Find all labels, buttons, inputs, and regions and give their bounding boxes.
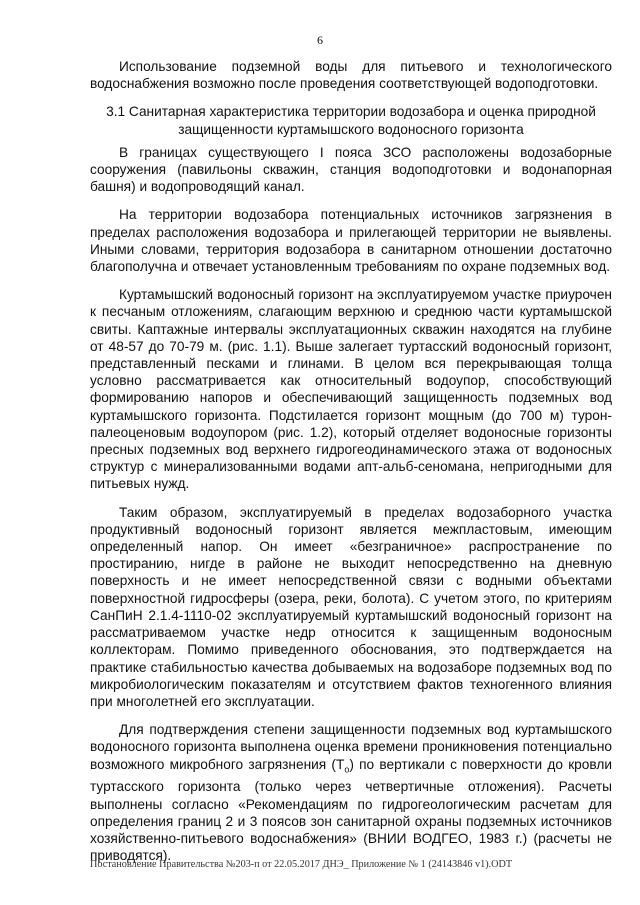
paragraph-aquifer-protection: Таким образом, эксплуатируемый в пределах водозаборного участка продуктивный водоносный горизонт является межпластовым, имеющим определенный напор. Он имеет «безграничное» распространение по простиранию, нигде в районе не выходит непосредственно на дневную поверхность и не имеет непосредственной связи с водными объектами поверхностной гидросферы (озера, реки, болота). С учетом этого, по критериям СанПиН 2.1.4-1110-02 эксплуатируемый куртамышский водоносный горизонт на рассматриваемом участке недр относится к защищенным водоносным коллекторам. Помимо приведенного обоснования, это подтверждается на практике стабильностью качества добываемых на водозаборе подземных вод по микробиологическим показателям и отсутствием фактов техногенного влияния при многолетней его эксплуатации. xyxy=(90,504,612,709)
assessment-text-start: Для подтверждения степени защищенности подземных вод куртамышского водоносного горизонта выполнена оценка времени проникновения потенциально возможного микробного загрязнения (Т xyxy=(90,722,612,772)
paragraph-aquifer-description: Куртамышский водоносный горизонт на эксплуатируемом участке приурочен к песчаным отложениям, слагающим верхнюю и среднюю части куртамышской свиты. Каптажные интервалы эксплуатационных скважин находятся на глубине от 48-57 до 70-79 м. (рис. 1.1). Выше залегает туртасский водоносный горизонт, представленный песками и глинами. В целом вся перекрывающая толща условно рассматривается как относительный водоупор, способствующий формированию напоров и обеспечивающий защищенность подземных вод куртамышского горизонта. Подстилается горизонт мощным (до 700 м) турон-палеоценовым водоупором (рис. 1.2), который отделяет водоносные горизонты пресных подземных вод верхнего гидрогеодинамического этажа от водоносных структур с минерализованными водами апт-альб-сеноманa, непригодными для питьевых нужд. xyxy=(90,287,612,492)
time-subscript: о xyxy=(344,764,350,775)
paragraph-pollution-sources: На территории водозабора потенциальных источников загрязнения в пределах расположения водозабора и прилегающей территории не выявлены. Иными словами, территория водозабора в санитарном отношении достаточно благополучна и отвечает установленным требованиям по охране подземных вод. xyxy=(90,207,612,275)
document-body xyxy=(90,58,612,875)
section-heading: 3.1 Санитарная характеристика территории водозабора и оценка природной защищенности куртамышского водоносного горизонта xyxy=(106,104,596,137)
paragraph-zso-belt: В границах существующего I пояса ЗСО расположены водозаборные сооружения (павильоны скважин, станция водоподготовки и водонапорная башня) и водопроводящий канал. xyxy=(90,144,612,195)
assessment-text-end: ) по вертикали с поверхности до кровли туртасского горизонта (только через четвертичные отложения). Расчеты выполнены согласно «Рекомендациям по гидрогеологическим расчетам для определения границ 2 и 3 поясов зон санитарной охраны подземных источников хозяйственно-питьевого водоснабжения» (ВНИИ ВОДГЕО, 1983 г.) (расчеты не приводятся). xyxy=(90,756,613,864)
page-number: 6 xyxy=(317,33,323,47)
paragraph-contamination-assessment xyxy=(90,721,612,864)
document-footer: Постановление Правительства №203-п от 22.05.2017 ДНЭ_ Приложение № 1 (24143846 v1).ODT xyxy=(90,859,513,870)
paragraph-water-use: Использование подземной воды для питьевого и технологического водоснабжения возможно после проведения соответствующей водоподготовки. xyxy=(90,59,612,92)
